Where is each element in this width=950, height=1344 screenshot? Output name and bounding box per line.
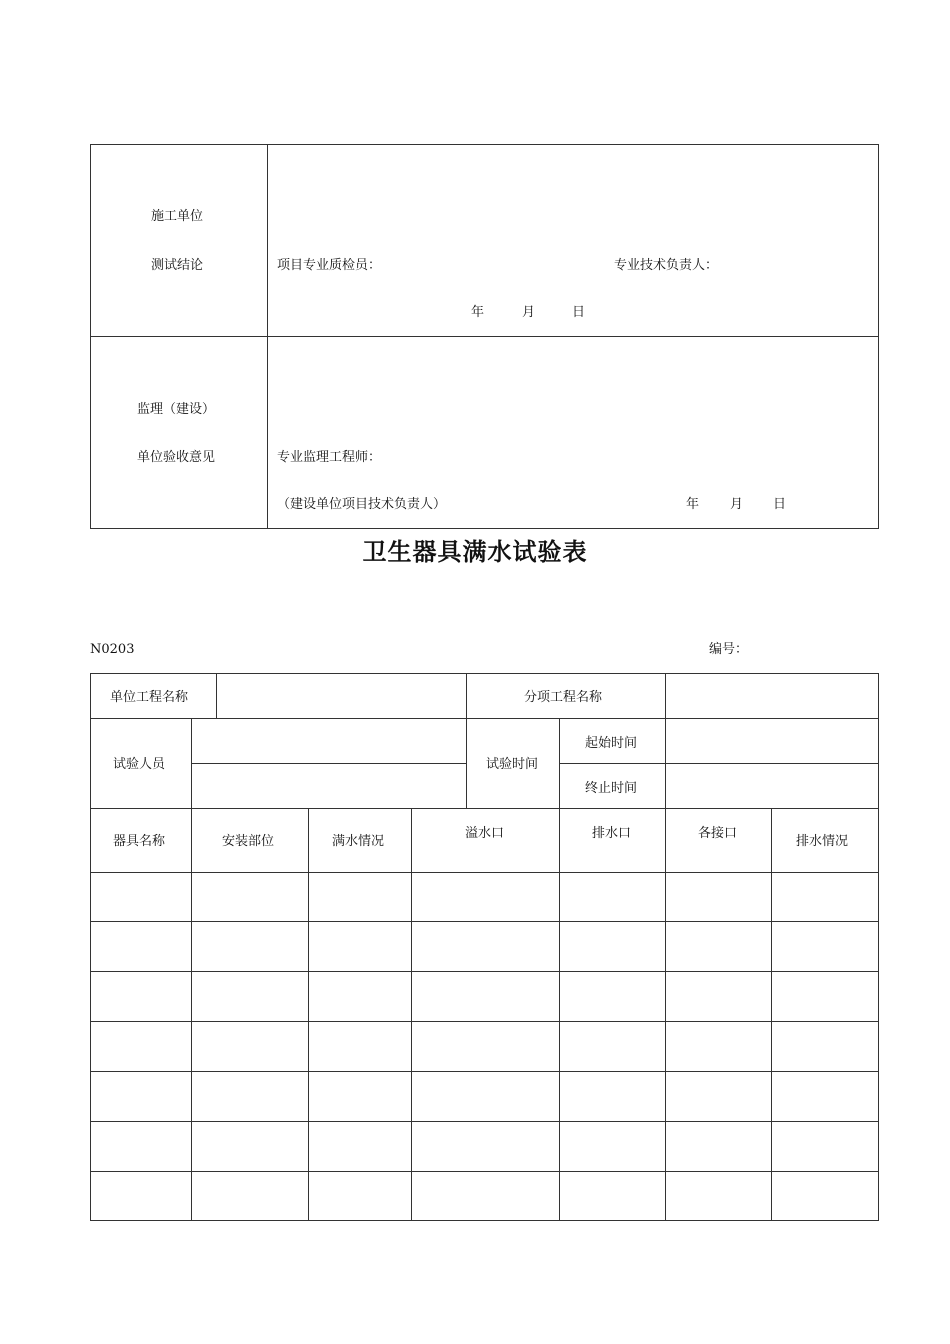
table-line-2 — [90, 808, 879, 809]
form-title: 卫生器具满水试验表 — [362, 537, 588, 566]
table-vline-mid — [466, 673, 467, 809]
col-header-drain-status: 排水情况 — [796, 834, 849, 849]
col-header-fixture-name: 器具名称 — [113, 834, 166, 849]
unit-project-name-label: 单位工程名称 — [110, 690, 189, 705]
table-line-bottom — [90, 1220, 879, 1221]
table-line-9 — [90, 1171, 879, 1172]
date-month-2: 月 — [730, 497, 744, 512]
table-vline-col4 — [559, 718, 560, 1221]
quality-inspector-field[interactable]: 项目专业质检员： — [277, 258, 382, 273]
table-line-5 — [90, 971, 879, 972]
table-line-1 — [90, 718, 879, 719]
table-line-top — [90, 673, 879, 674]
end-time-label: 终止时间 — [585, 781, 638, 796]
table-line-8 — [90, 1121, 879, 1122]
table-vline-r1-a — [216, 673, 217, 718]
test-conclusion-label: 测试结论 — [151, 258, 204, 273]
col-header-fill-status: 满水情况 — [332, 834, 385, 849]
form-number-label[interactable]: 编号： — [709, 642, 749, 657]
construction-unit-label: 施工单位 — [151, 209, 204, 224]
sub-project-name-label: 分项工程名称 — [524, 690, 603, 705]
table-line-right — [878, 673, 879, 1221]
signoff-border-middle — [90, 336, 879, 337]
table-line-left — [90, 673, 91, 1221]
col-header-drain-outlet: 排水口 — [592, 826, 632, 841]
signoff-border-divider — [267, 144, 268, 529]
table-vline-col1 — [191, 718, 192, 1221]
table-line-time-split — [559, 763, 879, 764]
signoff-border-top — [90, 144, 879, 145]
date-year-2: 年 — [686, 497, 700, 512]
table-line-4 — [90, 921, 879, 922]
table-line-7 — [90, 1071, 879, 1072]
acceptance-opinion-label: 单位验收意见 — [137, 450, 216, 465]
table-line-3 — [90, 872, 879, 873]
start-time-label: 起始时间 — [585, 736, 638, 751]
test-time-label: 试验时间 — [486, 757, 539, 772]
col-header-install-location: 安装部位 — [222, 834, 275, 849]
signoff-border-left — [90, 144, 91, 529]
table-line-personnel-split — [191, 763, 467, 764]
tech-lead-field[interactable]: 专业技术负责人： — [614, 258, 719, 273]
supervising-engineer-field[interactable]: 专业监理工程师： — [277, 450, 382, 465]
table-vline-col2 — [308, 808, 309, 1221]
form-code: N0203 — [90, 642, 135, 657]
date-day-1: 日 — [572, 305, 586, 320]
col-header-joints: 各接口 — [698, 826, 738, 841]
supervision-label: 监理（建设） — [137, 402, 216, 417]
col-header-overflow: 溢水口 — [465, 826, 505, 841]
test-personnel-label: 试验人员 — [113, 757, 166, 772]
signoff-border-bottom — [90, 528, 879, 529]
signoff-border-right — [878, 144, 879, 529]
date-month-1: 月 — [522, 305, 536, 320]
date-day-2: 日 — [773, 497, 787, 512]
table-line-6 — [90, 1021, 879, 1022]
date-year-1: 年 — [471, 305, 485, 320]
table-vline-col3 — [411, 808, 412, 1221]
table-vline-col6 — [771, 808, 772, 1221]
owner-tech-lead-field[interactable]: （建设单位项目技术负责人） — [277, 497, 447, 512]
table-vline-right — [665, 673, 666, 1221]
